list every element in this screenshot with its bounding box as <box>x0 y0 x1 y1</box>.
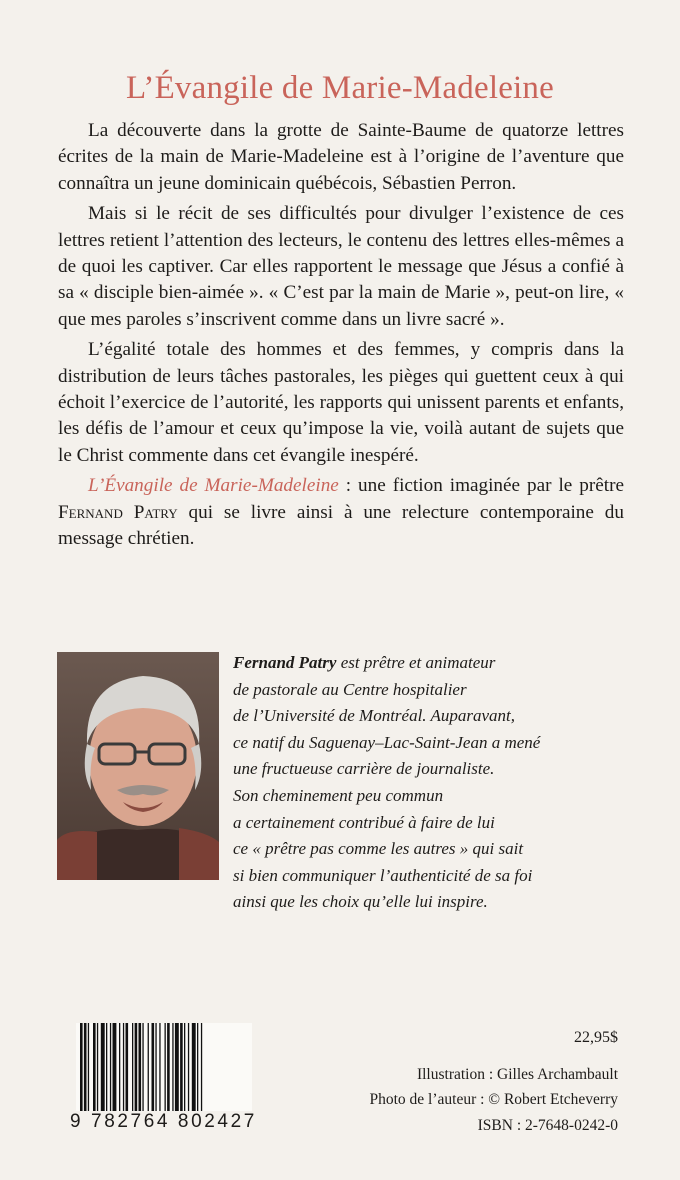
synopsis-paragraph-4 <box>58 473 624 552</box>
barcode-bar <box>135 1023 138 1111</box>
synopsis-paragraph-1: La découverte dans la grotte de Sainte-Baume de quatorze lettres écrites de la main de Marie-Madeleine est à l’origine de l’aventure que connaîtra un jeune dominicain québécois, Sébastien Perron. <box>58 120 624 194</box>
barcode-bar <box>184 1023 185 1111</box>
barcode-bar <box>113 1023 117 1111</box>
bio-text: est prêtre et animateur <box>336 653 496 672</box>
barcode-bar <box>201 1023 202 1111</box>
barcode-bar <box>132 1023 133 1111</box>
isbn-barcode <box>76 1023 252 1111</box>
synopsis-paragraph-2: Mais si le récit de ses difficultés pour divulger l’existence de ces lettres retient l’attention des lecteurs, le contenu des lettres elles-mêmes a de quoi les captiver. Car elles rapportent le message que Jésus a confié à sa « disciple bien-aimée ». « C’est par la main de Marie », peut-on lire, « que mes paroles s’inscrivent comme dans un livre sacré ». <box>58 203 624 330</box>
barcode-bar <box>119 1023 120 1111</box>
barcode-bar <box>123 1023 124 1111</box>
book-title: L’Évangile de Marie-Madeleine <box>126 70 554 106</box>
barcode-bar <box>159 1023 160 1111</box>
isbn-number: ISBN : 2-7648-0242-0 <box>477 1117 618 1134</box>
barcode-bar <box>172 1023 173 1111</box>
author-photo <box>57 652 219 880</box>
barcode-bar <box>155 1023 156 1111</box>
barcode-bar <box>192 1023 196 1111</box>
bio-line: Son cheminement peu commun <box>233 785 444 805</box>
synopsis-text: qui se livre ainsi à une relecture contemporaine du message chrétien. <box>58 501 624 550</box>
bio-line: si bien communiquer l’authenticité de sa foi <box>233 865 533 885</box>
barcode-bar <box>84 1023 87 1111</box>
barcode-bars <box>76 1023 252 1111</box>
barcode-bar <box>180 1023 183 1111</box>
photo-credit: Photo de l’auteur : © Robert Etcheverry <box>369 1091 618 1108</box>
bio-line: ainsi que les choix qu’elle lui inspire. <box>233 892 488 912</box>
barcode-bar <box>101 1023 105 1111</box>
bio-line: de l’Université de Montréal. Auparavant, <box>233 706 516 726</box>
author-name-inline: Fernand Patry <box>58 501 178 523</box>
barcode-bar <box>165 1023 166 1111</box>
synopsis <box>58 118 624 557</box>
barcode-bar <box>88 1023 89 1111</box>
synopsis-paragraph-3: L’égalité totale des hommes et des femmes, y compris dans la distribution de leurs tâches pastorales, les pièges qui guettent ceux à qui échoit l’exercice de l’autorité, les rapports qui unissent parents et enfants, les défis de l’amour et ceux qu’impose la vie, voilà autant de sujets que le Christ commente dans cet évangile inespéré. <box>58 339 624 466</box>
bio-line: une fructueuse carrière de journaliste. <box>233 759 495 779</box>
barcode-bar <box>142 1023 143 1111</box>
barcode-bar <box>167 1023 170 1111</box>
author-portrait-image <box>57 652 219 880</box>
barcode-number: 9 782764 802427 <box>70 1111 257 1132</box>
bio-line: de pastorale au Centre hospitalier <box>233 679 467 699</box>
barcode-bar <box>80 1023 83 1111</box>
author-bio <box>233 650 633 916</box>
price: 22,95$ <box>574 1029 618 1046</box>
book-title-inline: L’Évangile de Marie-Madeleine <box>88 475 339 497</box>
bio-author-name: Fernand Patry <box>233 653 337 672</box>
bio-line: ce « prêtre pas comme les autres » qui sait <box>233 839 524 859</box>
barcode-bar <box>197 1023 198 1111</box>
barcode-bar <box>126 1023 129 1111</box>
bio-line <box>233 650 633 677</box>
barcode-bar <box>106 1023 107 1111</box>
barcode-bar <box>139 1023 142 1111</box>
barcode-bar <box>175 1023 179 1111</box>
bio-line: ce natif du Saguenay–Lac-Saint-Jean a mené <box>233 732 541 752</box>
barcode-bar <box>97 1023 98 1111</box>
barcode-bar <box>110 1023 111 1111</box>
illustration-credit: Illustration : Gilles Archambault <box>416 1066 618 1083</box>
barcode-bar <box>152 1023 155 1111</box>
barcode-bar <box>93 1023 96 1111</box>
barcode-bar <box>188 1023 189 1111</box>
bio-line: a certainement contribué à faire de lui <box>233 812 495 832</box>
barcode-bar <box>148 1023 149 1111</box>
synopsis-text: : une fiction imaginée par le prêtre <box>338 475 624 497</box>
